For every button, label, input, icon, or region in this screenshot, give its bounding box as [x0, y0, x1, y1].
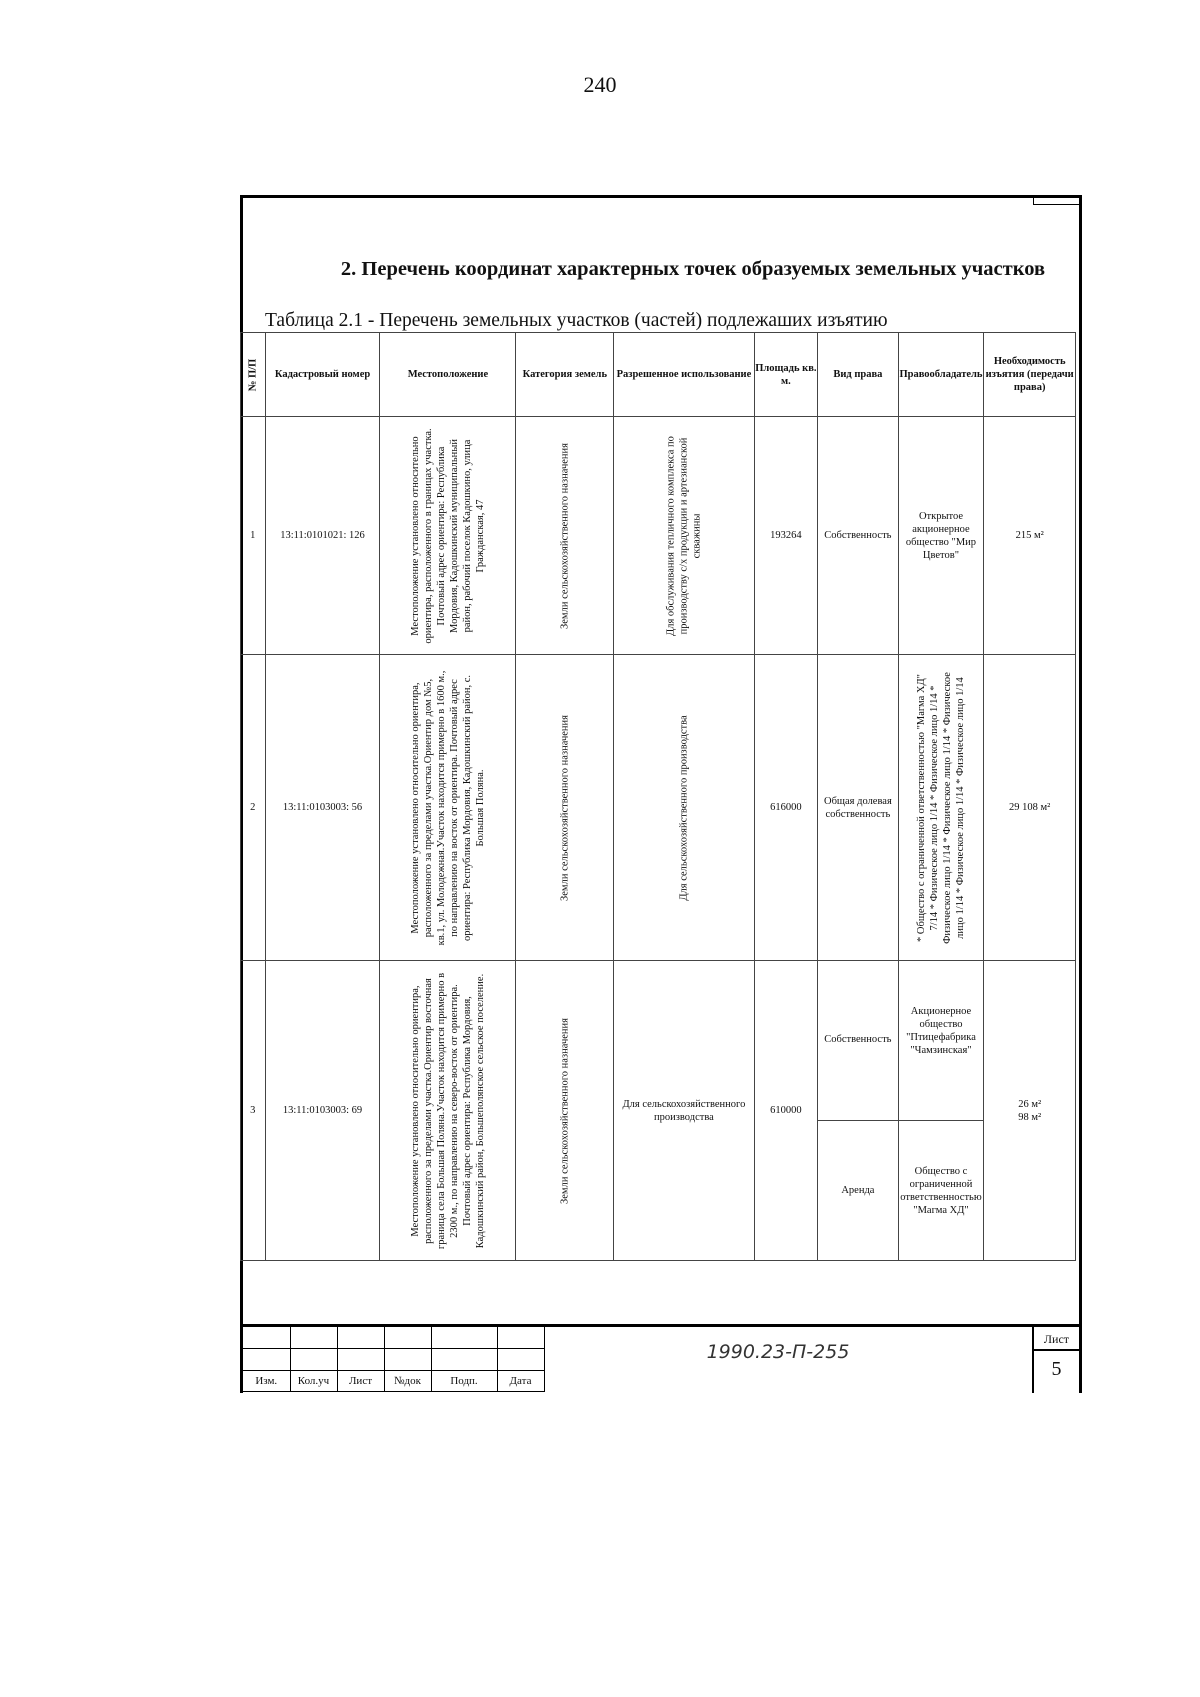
row-area: 193264 [754, 417, 818, 655]
row-num: 1 [241, 417, 266, 655]
document-code: 1990.23-П-255 [706, 1341, 850, 1363]
row-right: Аренда [818, 1121, 898, 1261]
header-location: Местоположение [380, 333, 516, 417]
row-cadastral: 13:11:0101021: 126 [265, 417, 380, 655]
row-need [984, 961, 1076, 1261]
frame-corner-box [1033, 195, 1079, 205]
col-signature: Подп. [431, 1371, 497, 1392]
sheet-number: 5 [1051, 1358, 1062, 1380]
row-holder: Общество с ограниченной ответственностью "Магма ХД" [898, 1121, 984, 1261]
row-holder: Акционерное общество "Птицефабрика "Чамзинская" [898, 961, 984, 1121]
row-cadastral: 13:11:0103003: 69 [265, 961, 380, 1261]
row-right: Общая долевая собственность [818, 655, 898, 961]
row-location: Местоположение установлено относительно ориентира, расположенного в границах участка. Почтовый адрес ориентира: Республика Мордовия, Кадошкинский муниципальный район, рабочий поселок Кадошкино, улица Гражданская, 47 [380, 417, 516, 655]
header-usage: Разрешенное использование [614, 333, 754, 417]
header-need: Необходимость изъятия (передачи права) [984, 333, 1076, 417]
row-right: Собственность [818, 417, 898, 655]
row-area: 610000 [754, 961, 818, 1261]
row-location: Местоположение установлено относительно ориентира, расположенного за пределами участка.Ориентир восточная граница села Большая Поляна.Участок находится примерно в 2300 м., по направлению на северо-восток от ориентира. Почтовый адрес ориентира: Республика Мордовия, Кадошкинский район, Большеполянское сельское поселение. [380, 961, 516, 1261]
row-need: 29 108 м² [984, 655, 1076, 961]
need-value-b: 98 м² [1018, 1111, 1042, 1123]
header-area: Площадь кв. м. [754, 333, 818, 417]
row-holder: * Общество с ограниченной ответственностью "Магма ХД" 7/14 * Физическое лицо 1/14 * Физическое лицо 1/14 * Физическое лицо 1/14 * Физическое лицо 1/14 * Физическое лицо 1/14 * Физическое лицо 1/14 * Физическое лицо 1/14 [898, 655, 984, 961]
row-holder: Открытое акционерное общество "Мир Цветов" [898, 417, 984, 655]
title-block [240, 1324, 1082, 1393]
col-count: Кол.уч [290, 1371, 337, 1392]
table-header-row [241, 333, 1076, 417]
header-num: № П/П [241, 333, 266, 417]
col-change: Изм. [243, 1371, 290, 1392]
document-title: 2. Перечень координат характерных точек образуемых земельных участков [340, 258, 1046, 280]
drawing-frame [240, 195, 1082, 1393]
row-usage: Для обслуживания тепличного комплекса по производству с/х продукции и артезианской скважины [614, 417, 754, 655]
row-category: Земли сельскохозяйственного назначения [516, 417, 614, 655]
row-need: 215 м² [984, 417, 1076, 655]
col-sheet: Лист [337, 1371, 384, 1392]
sheet-label: Лист [1034, 1329, 1079, 1351]
row-location: Местоположение установлено относительно ориентира, расположенного за пределами участка.Ориентир дом №5, кв.1, ул. Молодежная.Участок находится примерно в 1600 м., по направлению на восток от ориентира. Почтовый адрес ориентира: Республика Мордовия, Кадошкинский район, с. Большая Поляна. [380, 655, 516, 961]
col-doc: №док [384, 1371, 431, 1392]
row-usage: Для сельскохозяйственного производства [614, 961, 754, 1261]
header-holder: Правообладатель [898, 333, 984, 417]
row-right: Собственность [818, 961, 898, 1121]
table-caption: Таблица 2.1 - Перечень земельных участков (частей) подлежаших изъятию [265, 310, 888, 331]
table-row [241, 655, 1076, 961]
row-area: 616000 [754, 655, 818, 961]
need-value-a: 26 м² [1018, 1098, 1042, 1110]
land-plots-table [240, 332, 1076, 1261]
table-row [241, 961, 1076, 1121]
sheet-box [1032, 1327, 1079, 1393]
row-num: 3 [241, 961, 266, 1261]
row-category: Земли сельскохозяйственного назначения [516, 961, 614, 1261]
row-cadastral: 13:11:0103003: 56 [265, 655, 380, 961]
header-cadastral: Кадастровый номер [265, 333, 380, 417]
row-num: 2 [241, 655, 266, 961]
revision-grid [243, 1327, 545, 1392]
row-category: Земли сельскохозяйственного назначения [516, 655, 614, 961]
page-number: 240 [583, 72, 617, 97]
col-date: Дата [497, 1371, 544, 1392]
row-usage: Для сельскохозяйственного производства [614, 655, 754, 961]
header-right: Вид права [818, 333, 898, 417]
table-row [241, 417, 1076, 655]
header-category: Категория земель [516, 333, 614, 417]
